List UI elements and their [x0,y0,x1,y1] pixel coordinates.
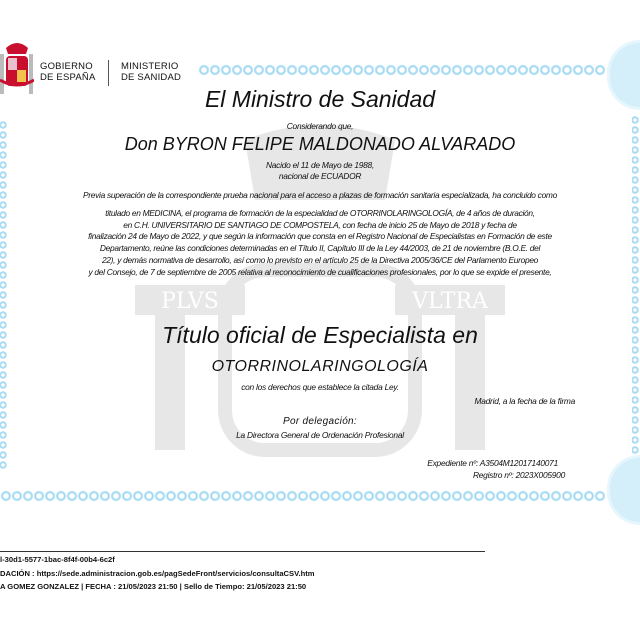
watermark-right: VLTRA [412,289,488,314]
footer-divider [0,551,485,552]
nationality-text: nacional de ECUADOR [278,171,362,181]
certificate-body [20,190,620,279]
body-line: titulado en MEDICINA, el programa de formación de la especialidad de OTORRINOLARINGOLOGÍA, de 4 años de duración, [105,207,535,218]
min-line2: DE SANIDAD [121,72,182,83]
body-line: en C.H. UNIVERSITARIO DE SANTIAGO DE COMPOSTELA, con fecha de inicio 25 de Mayo de 2018 y fecha de [123,219,517,230]
min-line1: MINISTERIO [121,61,179,72]
signer-text: La Directora General de Ordenación Profesional [236,430,404,440]
border-bottom [0,490,605,502]
watermark-left: PLVS [161,289,219,314]
specialty-name: OTORRINOLARINGOLOGÍA [211,358,429,375]
footer-signature: A GOMEZ GONZALEZ | FECHA : 21/05/2023 21:50 | Sello de Tiempo: 21/05/2023 21:50 [0,582,307,591]
holder-name: Don BYRON FELIPE MALDONADO ALVARADO [124,134,516,154]
gov-line1: GOBIERNO [40,61,93,72]
expediente-number: Expediente nº: A3504M12017140071 [427,458,558,468]
border-top [198,64,605,76]
corner-ornament-bottom [607,455,640,525]
body-line: finalización 24 de Mayo de 2022, y que según la información que consta en el Registro Nacional de Especialistas en Formación de este [88,231,552,242]
body-line: Previa superación de la correspondiente prueba nacional para el acceso a plazas de formación sanitaria especializada, ha concluido como [83,190,557,200]
footer-csv: l-30d1-5577-1bac-8f4f-00b4-6c2f [0,555,115,564]
rights-text: con los derechos que establece la citada Ley. [241,382,399,392]
place-date: Madrid, a la fecha de la firma [474,396,575,406]
body-line: y del Consejo, de 7 de septiembre de 2005 relativa al reconocimiento de cualificaciones profesionales, por lo que se expide el presente, [88,266,552,277]
body-line: Departamento, reúne las condiciones determinadas en el Título II, Capítulo III de la Ley 44/2003, de 21 de noviembre (B.O.E. del [99,243,541,254]
footer-validation-url: DACIÓN : https://sede.administracion.gob.es/pagSedeFront/servicios/consultaCSV.htm [0,569,315,578]
gobierno-logo-text [40,61,95,83]
gov-line2: DE ESPAÑA [40,72,96,83]
delegation-text: Por delegación: [283,416,357,427]
certificate-title: El Ministro de Sanidad [204,86,436,112]
body-line: 22), y demás normativa de desarrollo, así como lo previsto en el artículo 25 de la Directiva 2005/36/CE del Parlamento Europeo [101,254,539,265]
title-heading: Título oficial de Especialista en [162,322,478,348]
registro-number: Registro nº: 2023X005900 [472,470,565,480]
birth-text: Nacido el 11 de Mayo de 1988, [265,160,375,170]
considering-text: Considerando que, [286,121,354,131]
ministerio-logo-text [121,61,181,83]
logo-divider [108,60,109,86]
